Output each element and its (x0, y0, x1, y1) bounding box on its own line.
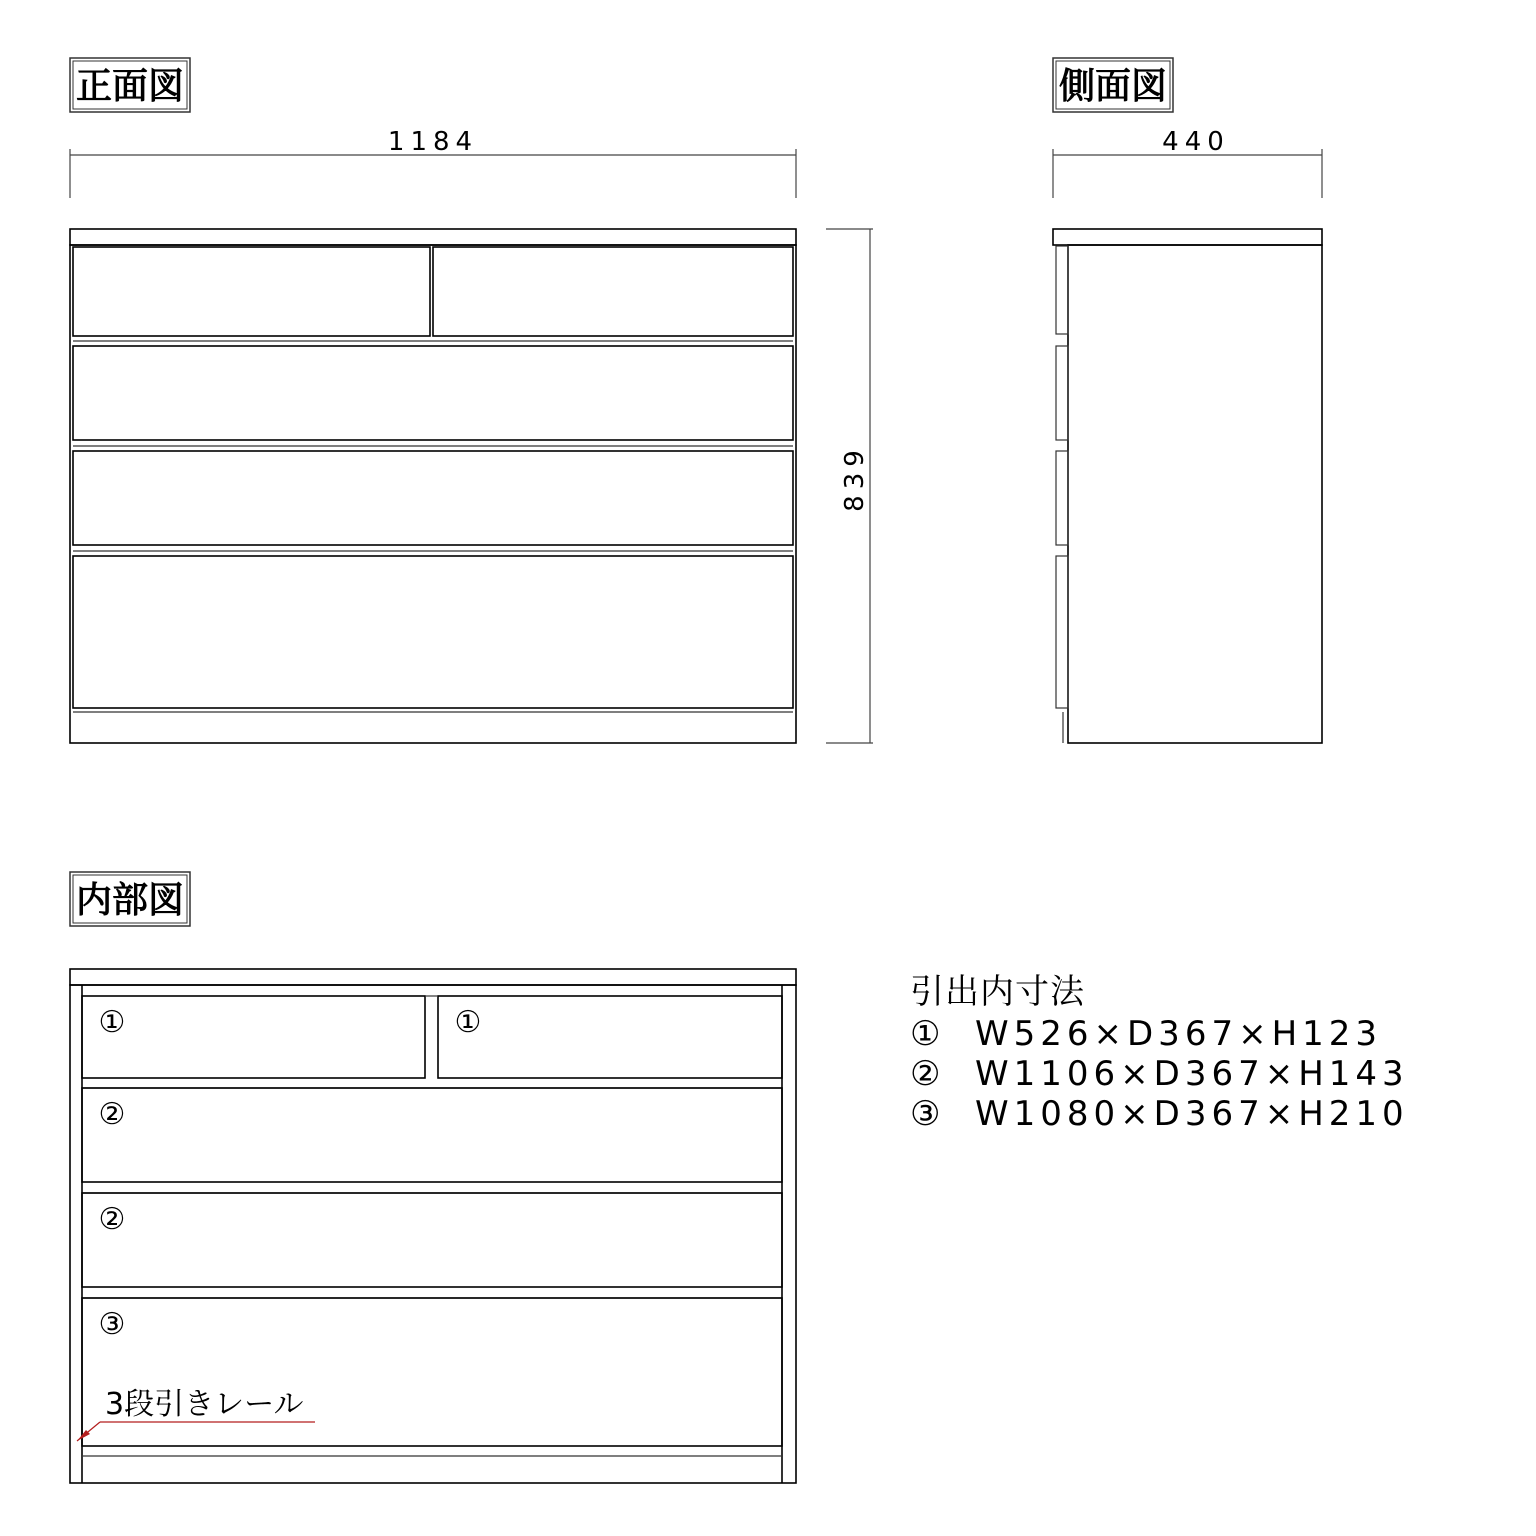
side-depth-dimension (1053, 127, 1322, 198)
svg-text:正面図: 正面図 (75, 66, 185, 107)
interior-drawer-2b (82, 1193, 782, 1287)
side-view-label (1053, 58, 1173, 112)
front-view-label (70, 58, 190, 112)
front-drawer-top-left (73, 247, 430, 336)
interior-drawer-2a (82, 1088, 782, 1182)
spec-row-3-value: W1080×D367×H210 (975, 1094, 1409, 1134)
front-width-value: 1184 (387, 127, 479, 157)
drawer-spec-list (910, 972, 1409, 1134)
front-drawer-top-right (433, 247, 793, 336)
front-height-dimension (826, 229, 873, 743)
interior-view-label (70, 872, 190, 926)
spec-row-1-value: W526×D367×H123 (975, 1014, 1383, 1054)
interior-marker-3: ③ (98, 1307, 126, 1342)
front-height-value: 839 (840, 444, 870, 512)
interior-marker-2a: ② (98, 1097, 126, 1132)
side-view (1053, 58, 1322, 743)
spec-row-2-marker: ② (910, 1054, 946, 1094)
front-width-dimension (70, 127, 796, 198)
front-drawer-3 (73, 451, 793, 545)
front-view (70, 58, 873, 743)
front-cabinet (70, 229, 796, 743)
rail-callout (77, 1387, 315, 1441)
spec-row-1-marker: ① (910, 1014, 946, 1054)
svg-text:内部図: 内部図 (75, 880, 185, 921)
interior-drawer-1a (82, 996, 425, 1078)
interior-view (70, 872, 796, 1483)
interior-marker-2b: ② (98, 1202, 126, 1237)
spec-row-3-marker: ③ (910, 1094, 946, 1134)
spec-row-2-value: W1106×D367×H143 (975, 1054, 1409, 1094)
front-drawer-2 (73, 346, 793, 440)
rail-note: 3段引きレール (105, 1387, 304, 1422)
side-cabinet (1053, 229, 1322, 743)
spec-heading: 引出内寸法 (910, 972, 1085, 1012)
interior-drawer-3 (82, 1298, 782, 1446)
interior-drawer-1b (438, 996, 782, 1078)
side-depth-value: 440 (1162, 127, 1230, 157)
interior-marker-1a: ① (98, 1005, 126, 1040)
front-drawer-4 (73, 556, 793, 708)
interior-marker-1b: ① (454, 1005, 482, 1040)
svg-text:側面図: 側面図 (1058, 66, 1168, 107)
